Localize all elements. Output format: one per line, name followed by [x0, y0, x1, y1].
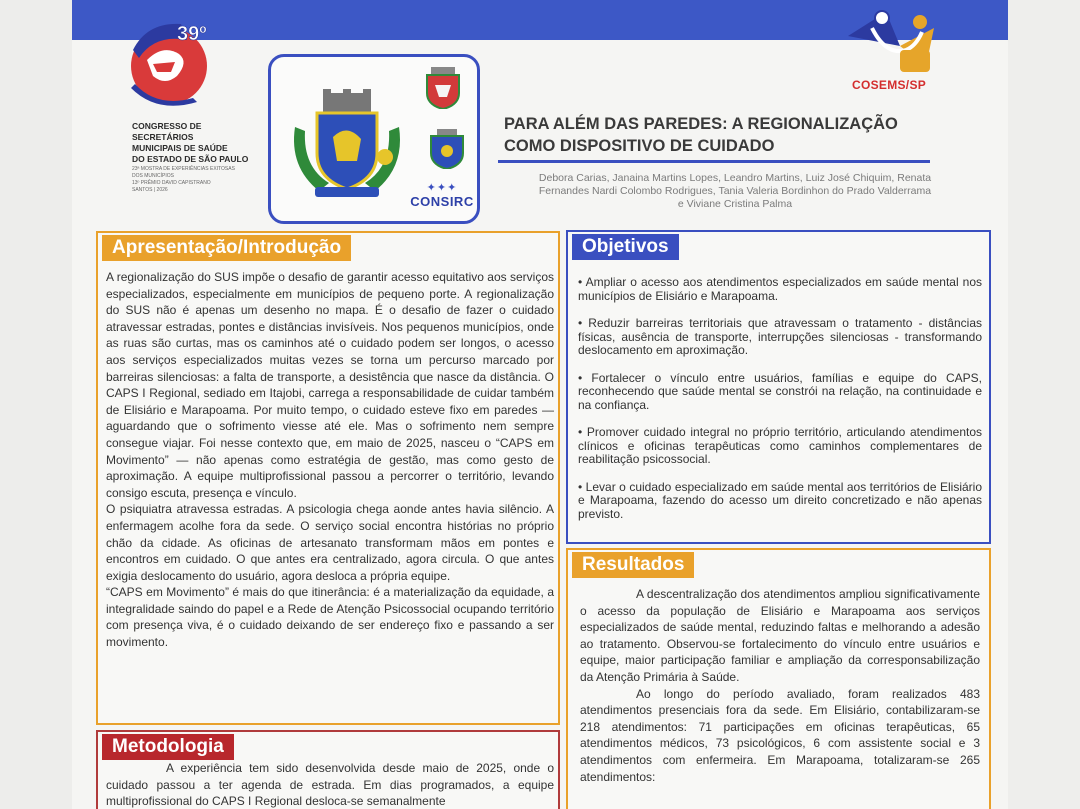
authors: Debora Carias, Janaina Martins Lopes, Leandro Martins, Luiz José Chiquim, Renata Fernandes Nardi Colombo Rodrigues, Tania Valeria Bordinhon do Prado Valderrama e Viviane Cristina Palma: [538, 172, 932, 210]
results-paragraph: Ao longo do período avaliado, foram realizados 483 atendimentos presenciais fora da sede. Em Elisiário, contabilizaram-se 218 atendimentos: 71 participações em oficinas terapêuticas, 65 atendimentos médicos, 73 psicológicos, 6 com assistente social e 3 atendimentos com enfermeira. Em Marapoama, totalizaram-se 265 atendimentos:: [580, 686, 980, 784]
section-objectives: [566, 230, 991, 544]
marapoama-crest: [423, 67, 463, 109]
cosems-label: COSEMS/SP: [852, 78, 927, 92]
congress-subtitle: 23ª MOSTRA DE EXPERIÊNCIAS EXITOSAS DOS MUNICÍPIOS 13º PRÊMIO DAVID CAPISTRANO SANTOS | 2026: [132, 166, 235, 193]
methodology-paragraph: A experiência tem sido desenvolvida desde maio de 2025, onde o cuidado passou a ter agenda de estrada. Em dias programados, a equipe multiprofissional do CAPS I Regional desloca-se semanalmente: [106, 761, 554, 809]
congress-logo: [117, 14, 217, 110]
introduction-body: [106, 269, 554, 651]
section-introduction: [96, 231, 560, 725]
results-heading: Resultados: [572, 552, 694, 578]
objectives-list: [578, 276, 982, 535]
objective-item: • Ampliar o acesso aos atendimentos especializados em saúde mental nos municípios de Elisiário e Marapoama.: [578, 275, 982, 303]
consirc-logo: [407, 181, 477, 209]
consirc-label: CONSIRC: [410, 194, 474, 209]
objective-item: • Levar o cuidado especializado em saúde mental aos territórios de Elisiário e Marapoama, fazendo do acesso um direito concretizado e não apenas previsto.: [578, 479, 982, 521]
consirc-mark-icon: ✦✦✦: [426, 182, 458, 194]
desk-background-right: [1008, 0, 1080, 809]
objective-item: • Promover cuidado integral no próprio território, articulando atendimentos clínicos e oficinas terapêuticas como caminhos complementares de reabilitação psicossocial.: [578, 425, 982, 466]
title-divider: [498, 160, 930, 163]
objective-item: • Fortalecer o vínculo entre usuários, famílias e equipe do CAPS, reconhecendo que saúde mental se constrói na relação, na continuidade e na confiança.: [578, 370, 982, 412]
municipal-crests-box: [268, 54, 480, 224]
objectives-heading: Objetivos: [572, 234, 679, 260]
congress-name: CONGRESSO DE SECRETÁRIOS MUNICIPAIS DE SAÚDE DO ESTADO DE SÃO PAULO: [132, 121, 249, 164]
introduction-paragraph: O psiquiatra atravessa estradas. A psicologia chega aonde antes havia silêncio. A enfermagem acolhe fora da sede. O serviço social encontra histórias no próprio chão da cidade. As oficinas de artesanato transformam mãos em pontes e encontros em cuidado. O que antes era centralizado, agora circula. O que antes exigia deslocamento do usuário, agora desloca a própria equipe.: [106, 502, 554, 583]
section-methodology: [96, 730, 560, 809]
results-paragraph: A descentralização dos atendimentos ampliou significativamente o acesso da população de Elisiário e Marapoama aos serviços especializados de saúde mental, reduzindo faltas e melhorando a adesão ao tratamento. Observou-se fortalecimento do vínculo entre usuários e equipe, maior participação familiar e ampliação da corresponsabilização da Atenção Primária à Saúde.: [580, 587, 980, 684]
methodology-heading: Metodologia: [102, 734, 234, 760]
desk-background-left: [0, 0, 72, 809]
section-results: [566, 548, 991, 809]
elisiario-crest: [429, 129, 465, 169]
congress-edition: 39º: [177, 23, 207, 45]
methodology-body: [106, 760, 554, 809]
cosems-logo: [842, 6, 942, 78]
introduction-paragraph: A regionalização do SUS impõe o desafio de garantir acesso equitativo aos serviços especializados, especialmente em municípios de pequeno porte. A regionalização do SUS não é apenas um desenho no mapa. É o desafio de fazer o cuidado atravessar estradas, pontes e distâncias invisíveis. Nos pequenos municípios, onde as ruas são curtas, mas os caminhos até o cuidado podem ser longos, o acesso aos serviços especializados muitas vezes se torna um percurso marcado por barreiras silenciosas: a falta de transporte, a desistência que nasce da distância. O CAPS I Regional, sediado em Itajobi, carrega a responsabilidade de cuidar também de Elisiário e Marapoama. Por muito tempo, o cuidado esteve fixo em paredes — aguardando que o sofrimento viesse até ele. Mas o sofrimento nem sempre consegue viajar. Foi nesse contexto que, em maio de 2025, nasceu o “CAPS em Movimento” — não apenas como estratégia de gestão, mas como gesto de aproximação. A equipe multiprofissional passou a percorrer o território, levando consigo escuta, presença e vínculo.: [106, 270, 554, 500]
results-body: [580, 586, 980, 785]
poster: [72, 0, 1008, 809]
itajobi-coat-of-arms: [289, 87, 405, 205]
poster-title: PARA ALÉM DAS PAREDES: A REGIONALIZAÇÃO COMO DISPOSITIVO DE CUIDADO: [504, 115, 898, 155]
introduction-paragraph: “CAPS em Movimento” é mais do que itinerância: é a materialização da equidade, a integralidade saindo do papel e a Rede de Atenção Psicossocial ocupando território com presença viva, é o cuidado deixando de ser endereço fixo e passando a ser movimento.: [106, 585, 554, 650]
introduction-heading: Apresentação/Introdução: [102, 235, 351, 261]
objective-item: • Reduzir barreiras territoriais que atravessam o tratamento - distâncias físicas, ausência de transporte, interrupções silenciosas - transformando deslocamento em aproximação.: [578, 316, 982, 357]
